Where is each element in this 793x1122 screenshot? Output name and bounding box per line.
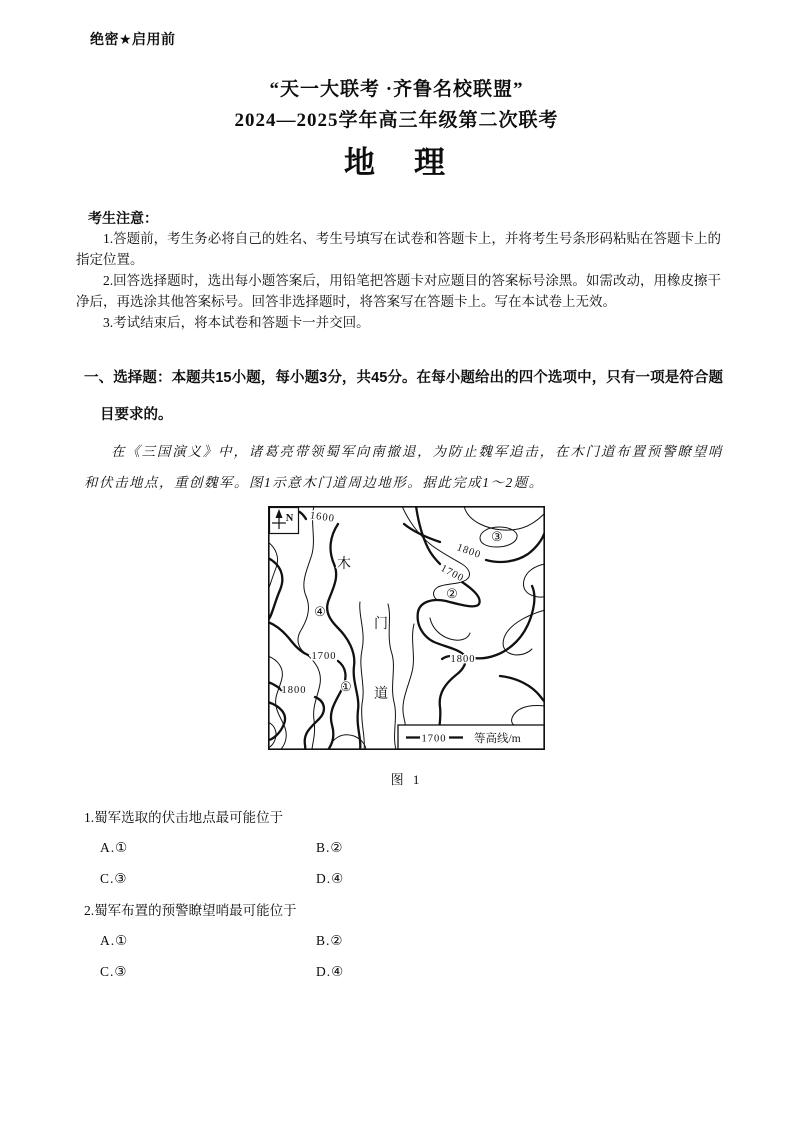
map-border — [269, 507, 544, 749]
notice-item-3: 3.考试结束后，将本试卷和答题卡一并交回。 — [103, 315, 370, 331]
contour-label-1600: 1600 — [309, 510, 336, 525]
question-2 — [84, 902, 723, 980]
option-d: D.④ — [316, 870, 345, 886]
question-options — [100, 933, 723, 980]
figure-1 — [268, 506, 545, 788]
candidate-notice — [76, 208, 721, 333]
figure-caption: 图 1 — [390, 771, 423, 787]
map-point-4: ④ — [314, 603, 326, 619]
option-c: C.③ — [100, 870, 128, 886]
map-point-3: ③ — [491, 528, 503, 544]
place-char-mu: 木 — [337, 556, 351, 572]
legend-label: 等高线/m — [474, 732, 521, 745]
question-passage: 在《三国演义》中，诸葛亮带领蜀军向南撤退，为防止魏军追击，在木门道布置预警瞭望哨和伏击地点，重创魏军。图1示意木门道周边地形。据此完成1～2题。 — [84, 444, 723, 490]
option-d: D.④ — [316, 963, 345, 979]
question-1 — [84, 809, 723, 887]
option-a: A.① — [100, 932, 129, 948]
contour-map — [268, 506, 545, 750]
question-options — [100, 840, 723, 887]
legend-sample-value: 1700 — [421, 733, 447, 745]
contour-label-1800-se: 1800 — [450, 653, 476, 665]
option-a: A.① — [100, 839, 129, 855]
notice-item-1: 1.答题前，考生务必将自己的姓名、考生号填写在试卷和答题卡上，并将考生号条形码粘贴在答题卡上的指定位置。 — [76, 231, 721, 268]
contour-label-1700-e: 1700 — [438, 562, 466, 585]
contour-label-1700-w: 1700 — [311, 650, 337, 662]
contour-label-1800-ne: 1800 — [455, 542, 483, 562]
notice-item-2: 2.回答选择题时，选出每小题答案后，用铅笔把答题卡对应题目的答案标号涂黑。如需改动，用橡皮擦干净后，再选涂其他答案标号。回答非选择题时，将答案写在答题卡上。写在本试卷上无效。 — [76, 273, 721, 310]
title-block — [0, 0, 793, 178]
exam-alliance-title: “天一大联考 ·齐鲁名校联盟” — [269, 79, 524, 100]
question-text: 1.蜀军选取的伏击地点最可能位于 — [84, 809, 284, 825]
subject-title: 地 理 — [344, 145, 449, 180]
exam-session-title: 2024—2025学年高三年级第二次联考 — [234, 110, 559, 131]
place-char-men: 门 — [374, 616, 388, 632]
section-heading: 一、选择题：本题共15小题，每小题3分，共45分。在每小题给出的四个选项中，只有一项是符合题目要求的。 — [84, 370, 723, 424]
notice-heading: 考生注意： — [88, 210, 158, 226]
north-label: N — [285, 512, 295, 524]
map-point-1: ① — [340, 678, 352, 694]
classification-label: 绝密★启用前 — [90, 31, 176, 47]
place-char-dao: 道 — [374, 686, 388, 702]
map-point-2: ② — [446, 585, 458, 601]
question-text: 2.蜀军布置的预警瞭望哨最可能位于 — [84, 902, 297, 918]
option-c: C.③ — [100, 963, 128, 979]
contour-label-1800-sw: 1800 — [281, 684, 307, 696]
option-b: B.② — [316, 932, 344, 948]
option-b: B.② — [316, 839, 344, 855]
